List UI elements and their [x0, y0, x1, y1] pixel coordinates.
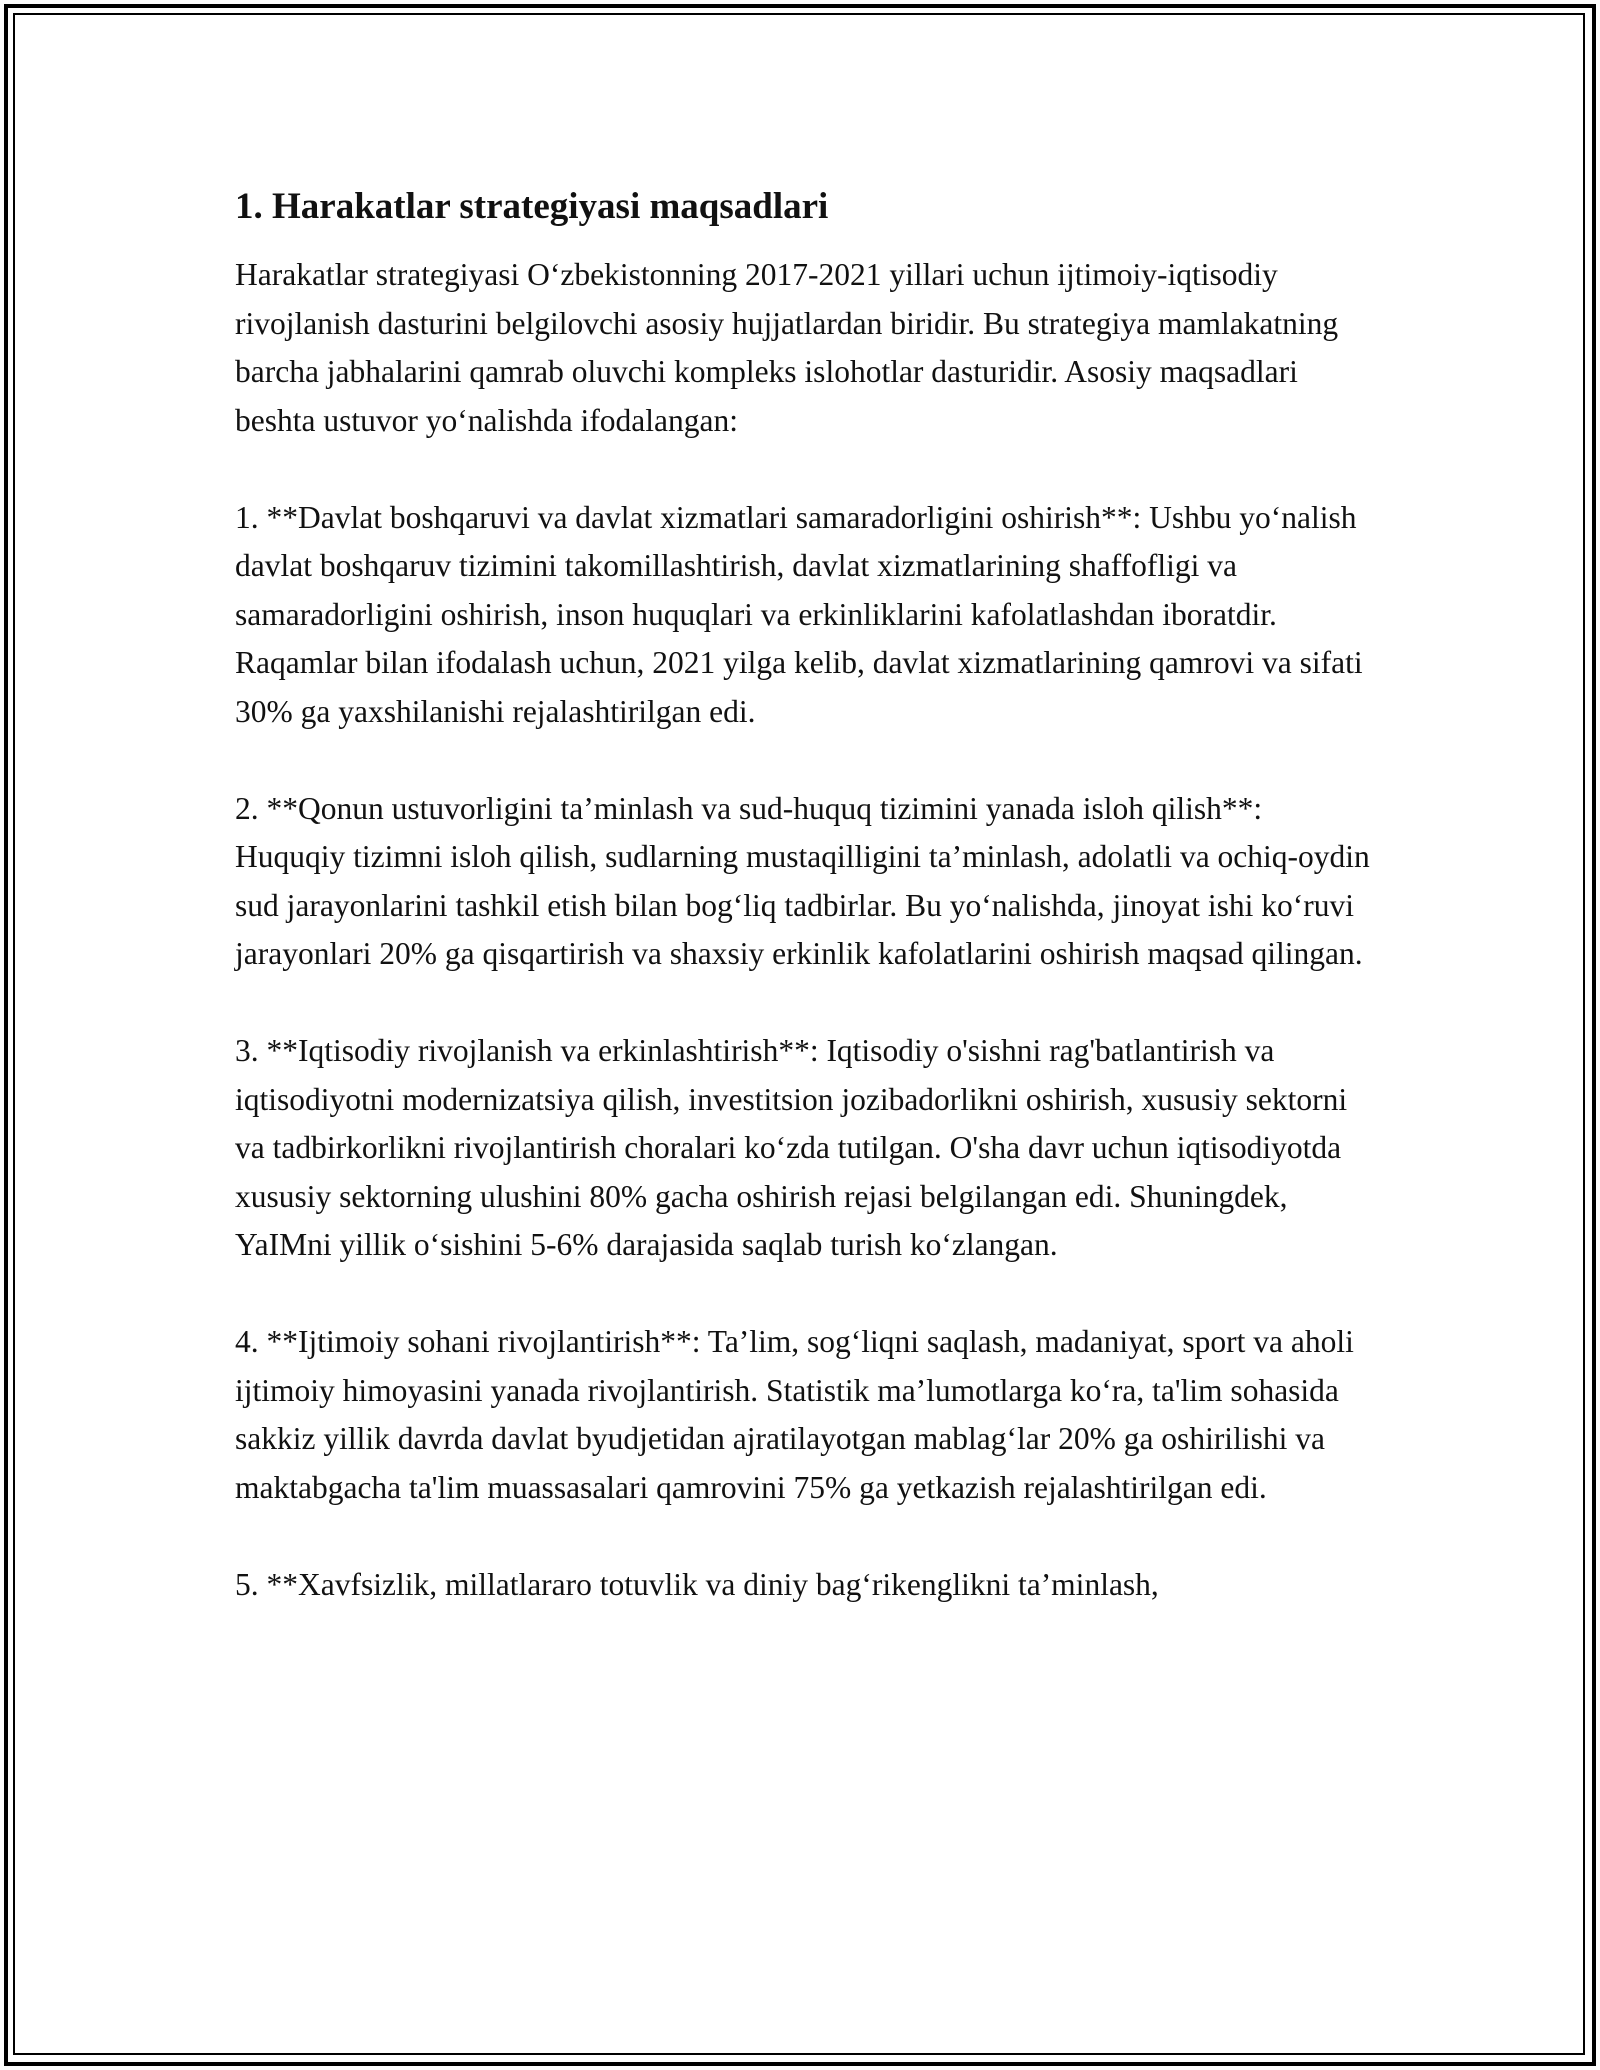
- list-item-2: 2. **Qonun ustuvorligini ta’minlash va sud-huquq tizimini yanada isloh qilish**: Huquqiy tizimni isloh qilish, sudlarning mustaqilligini ta’minlash, adolatli va ochiq-oydin sud jarayonlarini tashkil etish bilan bog‘liq tadbirlar. Bu yo‘nalishda, jinoyat ishi ko‘ruvi jarayonlari 20% ga qisqartirish va shaxsiy erkinlik kafolatlarini oshirish maqsad qilingan.: [235, 790, 1370, 972]
- list-item-4: 4. **Ijtimoiy sohani rivojlantirish**: Ta’lim, sog‘liqni saqlash, madaniyat, sport va aholi ijtimoiy himoyasini yanada rivojlantirish. Statistik ma’lumotlarga ko‘ra, ta'lim sohasida sakkiz yillik davrda davlat byudjetidan ajratilayotgan mablag‘lar 20% ga oshirilishi va maktabgacha ta'lim muassasalari qamrovini 75% ga yetkazish rejalashtirilgan edi.: [235, 1324, 1354, 1505]
- document-body: [235, 185, 1380, 1609]
- list-item-5: 5. **Xavfsizlik, millatlararo totuvlik va diniy bag‘rikenglikni ta’minlash,: [235, 1566, 1159, 1602]
- list-item-3: 3. **Iqtisodiy rivojlanish va erkinlashtirish**: Iqtisodiy o'sishni rag'batlantirish va iqtisodiyotni modernizatsiya qilish, investitsion jozibadorlikni oshirish, xususiy sektorni va tadbirkorlikni rivojlantirish choralari ko‘zda tutilgan. O'sha davr uchun iqtisodiyotda xususiy sektorning ulushini 80% gacha oshirish rejasi belgilangan edi. Shuningdek, YaIMni yillik o‘sishini 5-6% darajasida saqlab turish ko‘zlangan.: [235, 1033, 1348, 1263]
- section-heading: 1. Harakatlar strategiyasi maqsadlari: [235, 186, 829, 227]
- intro-paragraph: Harakatlar strategiyasi O‘zbekistonning 2017-2021 yillari uchun ijtimoiy-iqtisodiy rivojlanish dasturini belgilovchi asosiy hujjatlardan biridir. Bu strategiya mamlakatning barcha jabhalarini qamrab oluvchi kompleks islohotlar dasturidir. Asosiy maqsadlari beshta ustuvor yo‘nalishda ifodalangan:: [235, 257, 1339, 438]
- list-item-1: 1. **Davlat boshqaruvi va davlat xizmatlari samaradorligini oshirish**: Ushbu yo‘nalish davlat boshqaruv tizimini takomillashtirish, davlat xizmatlarining shaffofligi va samaradorligini oshirish, inson huquqlari va erkinliklarini kafolatlashdan iboratdir. Raqamlar bilan ifodalash uchun, 2021 yilga kelib, davlat xizmatlarining qamrovi va sifati 30% ga yaxshilanishi rejalashtirilgan edi.: [235, 499, 1363, 729]
